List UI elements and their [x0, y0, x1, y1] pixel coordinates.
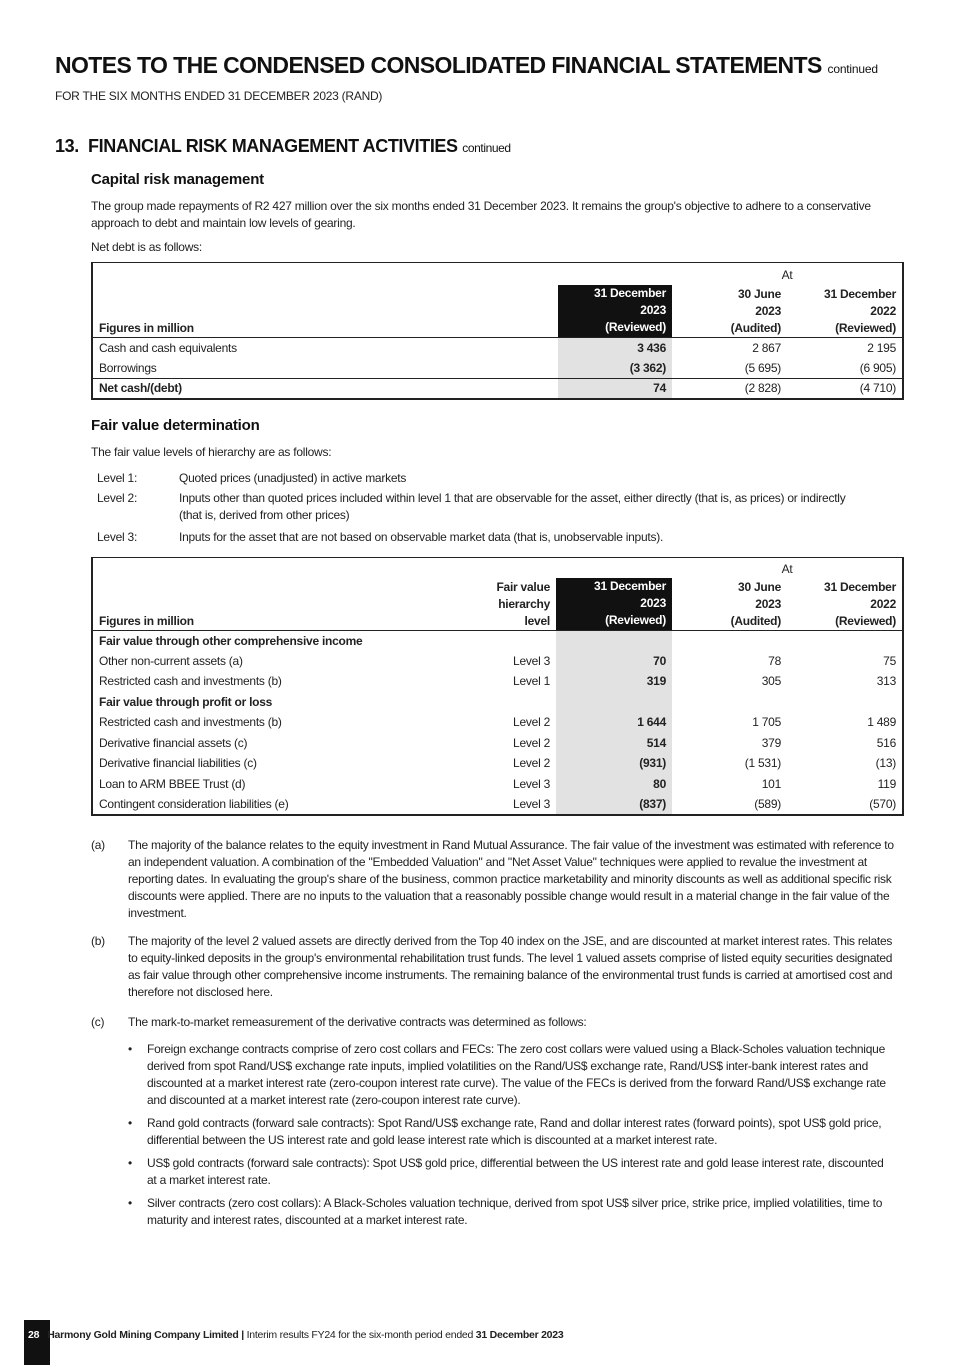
bullet-item: • Foreign exchange contracts comprise of zero cost collars and FECs: The zero cost collars were valued using a Black-Scholes valuation technique derived from spot Rand/US$ exchange rate inputs, implied volatilities on the Rand/US$ exchange rate, Rand/US$ inter-bank interest rates and discounted at a market interest rate (zero-coupon interest rate curve). The value of the FECs is derived from the forward Rand/US$ exchange rate and discounted at a market interest rate (zero-coupon interest rate curve). — [128, 1042, 886, 1107]
table-row — [92, 774, 903, 795]
col-header-current: 31 December 2023 (Reviewed) — [558, 285, 672, 338]
table-section-row — [92, 630, 903, 651]
at-header: At — [781, 268, 793, 283]
table-cell — [556, 558, 672, 578]
figures-header: Figures in million — [99, 613, 194, 628]
bullet-icon: • — [128, 1156, 132, 1170]
bullet-item: • Rand gold contracts (forward sale contracts): Spot Rand/US$ exchange rate, Rand and dollar interest rates (forward points), spot US$ gold price, differential between the US interest rate and gold lease interest rate which is discounted at a market interest rate. — [128, 1116, 882, 1147]
table-cell: 3 436 — [558, 337, 672, 358]
table-row — [92, 358, 903, 379]
table-cell: Other non-current assets (a) — [99, 653, 243, 668]
page-number-tab — [24, 1320, 50, 1365]
table-cell: 379 — [761, 735, 781, 750]
table-cell — [558, 263, 672, 285]
footer: 28 Harmony Gold Mining Company Limited | Interim results FY24 for the six-month period ended 31 December 2023 — [28, 1329, 564, 1341]
table-cell: (5 695) — [744, 360, 781, 375]
table-cell: 70 — [556, 651, 672, 672]
table-cell: (6 905) — [859, 360, 896, 375]
table-cell: Loan to ARM BBEE Trust (d) — [99, 776, 246, 791]
fair-value-table — [91, 557, 904, 816]
table-cell: 80 — [556, 774, 672, 795]
table-cell: 319 — [556, 671, 672, 692]
table-cell: 2 195 — [867, 340, 896, 355]
table-cell: 1 644 — [556, 712, 672, 733]
table-cell — [672, 692, 787, 713]
table-cell: (3 362) — [558, 358, 672, 379]
net-debt-intro: Net debt is as follows: — [91, 240, 202, 254]
capital-heading: Capital risk management — [91, 171, 264, 188]
table-cell: Fair value through profit or loss — [99, 694, 273, 709]
table-cell: (2 828) — [744, 381, 781, 395]
table-cell: Level 2 — [513, 756, 550, 771]
table-cell: (931) — [556, 753, 672, 774]
table-cell: (1 531) — [744, 756, 781, 771]
table-cell: Restricted cash and investments (b) — [99, 674, 282, 689]
table-cell — [556, 630, 672, 651]
table-row — [92, 671, 903, 692]
table-row — [92, 712, 903, 733]
table-cell: Cash and cash equivalents — [99, 340, 237, 355]
table-section-row — [92, 692, 903, 713]
table-row — [92, 337, 903, 358]
table-cell: 74 — [558, 378, 672, 399]
table-cell: 1 489 — [867, 715, 896, 730]
table-cell: 305 — [761, 674, 781, 689]
table-cell: 313 — [876, 674, 896, 689]
table-cell: 514 — [556, 733, 672, 754]
table-cell: 75 — [883, 653, 896, 668]
level-3: Level 3: Inputs for the asset that are not based on observable market data (that is, unobservable inputs). — [97, 530, 664, 544]
table-cell — [92, 558, 456, 578]
table-cell: Level 2 — [513, 735, 550, 750]
table-row — [92, 733, 903, 754]
table-cell: (13) — [875, 756, 896, 771]
level-1: Level 1: Quoted prices (unadjusted) in active markets — [97, 471, 407, 485]
col-header: 31 December 2022 (Reviewed) — [824, 286, 896, 335]
footnote: (c) The mark-to-market remeasurement of the derivative contracts was determined as follows: — [91, 1015, 587, 1029]
table-row-total — [92, 378, 903, 399]
col-header: 31 December 2022 (Reviewed) — [824, 579, 896, 628]
table-cell: Restricted cash and investments (b) — [99, 715, 282, 730]
table-cell: Level 3 — [513, 776, 550, 791]
table-cell: Derivative financial liabilities (c) — [99, 756, 257, 771]
col-header: 30 June 2023 (Audited) — [730, 579, 781, 628]
table-row — [92, 753, 903, 774]
figures-header: Figures in million — [99, 320, 194, 335]
table-cell — [456, 630, 556, 651]
table-cell: 78 — [768, 653, 781, 668]
section-heading: 13. FINANCIAL RISK MANAGEMENT ACTIVITIES continued — [55, 136, 511, 156]
table-cell: (589) — [754, 796, 781, 811]
table-row — [92, 794, 903, 815]
table-cell: 2 867 — [752, 340, 781, 355]
table-cell: Level 3 — [513, 653, 550, 668]
footnote: (b) The majority of the level 2 valued assets are directly derived from the Top 40 index on the JSE, and are discounted at market interest rates. This relates to equity-linked deposits in the group's environmental rehabilitation trust funds. The level 1 valued assets comprise of listed equity securities designated as fair value through other comprehensive income instruments. The remaining balance of the environmental trust funds is carried at amortised cost and therefore not disclosed here. — [91, 934, 893, 999]
table-cell — [456, 692, 556, 713]
col-header-current: 31 December 2023 (Reviewed) — [556, 578, 672, 631]
table-cell: Borrowings — [99, 360, 157, 375]
bullet-item: • Silver contracts (zero cost collars): A Black-Scholes valuation technique, derived from spot US$ silver price, strike price, implied volatilities, time to maturity and interest rates, discounted at a market interest rate. — [128, 1196, 883, 1227]
page-title: NOTES TO THE CONDENSED CONSOLIDATED FINANCIAL STATEMENTS continued — [55, 52, 878, 78]
table-cell: Level 2 — [513, 715, 550, 730]
table-cell — [672, 630, 787, 651]
table-cell: 119 — [877, 776, 896, 791]
page-subtitle: FOR THE SIX MONTHS ENDED 31 DECEMBER 2023 (RAND) — [55, 89, 383, 103]
bullet-icon: • — [128, 1116, 132, 1130]
table-cell: 516 — [876, 735, 896, 750]
level-2: Level 2: Inputs other than quoted prices included within level 1 that are observable for the asset, either directly (that is, as prices) or indirectly (that is, derived from other prices) — [97, 491, 846, 522]
table-cell: Contingent consideration liabilities (e) — [99, 796, 289, 811]
table-cell: 1 705 — [752, 715, 781, 730]
table-cell: 101 — [761, 776, 781, 791]
table-cell: Level 1 — [513, 674, 550, 689]
table-cell: (837) — [556, 794, 672, 815]
hierarchy-header: Fair value hierarchy level — [496, 579, 550, 628]
bullet-icon: • — [128, 1042, 132, 1056]
table-cell: (570) — [869, 796, 896, 811]
net-debt-table — [91, 262, 904, 400]
table-cell — [787, 692, 903, 713]
fair-value-heading: Fair value determination — [91, 417, 260, 434]
capital-paragraph: The group made repayments of R2 427 million over the six months ended 31 December 2023. It remains the group's objective to adhere to a conservative approach to debt and maintain low levels of gearing. — [91, 199, 871, 230]
table-cell — [787, 630, 903, 651]
bullet-item: • US$ gold contracts (forward sale contracts): Spot US$ gold price, differential between the US interest rate and gold lease interest rate, discounted at a market interest rate. — [128, 1156, 884, 1187]
table-cell: Fair value through other comprehensive income — [99, 633, 363, 648]
table-cell: Derivative financial assets (c) — [99, 735, 248, 750]
table-cell — [92, 263, 558, 285]
footnote: (a) The majority of the balance relates to the equity investment in Rand Mutual Assurance. The fair value of the investment was estimated with reference to an independent valuation. A combination of the "Embedded Valuation" and "Net Asset Value" techniques were applied to revalue the investment at reporting dates. In evaluating the group's share of the business, common practice marketability and minority discounts as well as additional specific risk discounts were applied. There are no inputs to the valuation that a reasonably possible change would result in a material change in the fair value of the investment. — [91, 838, 894, 920]
table-cell: Level 3 — [513, 796, 550, 811]
table-cell: (4 710) — [859, 381, 896, 395]
table-cell — [556, 692, 672, 713]
bullet-icon: • — [128, 1196, 132, 1210]
table-cell: Net cash/(debt) — [99, 381, 182, 395]
col-header: 30 June 2023 (Audited) — [730, 286, 781, 335]
table-row — [92, 651, 903, 672]
fair-value-intro: The fair value levels of hierarchy are as follows: — [91, 445, 332, 459]
at-header: At — [781, 562, 793, 577]
table-cell — [456, 558, 556, 578]
